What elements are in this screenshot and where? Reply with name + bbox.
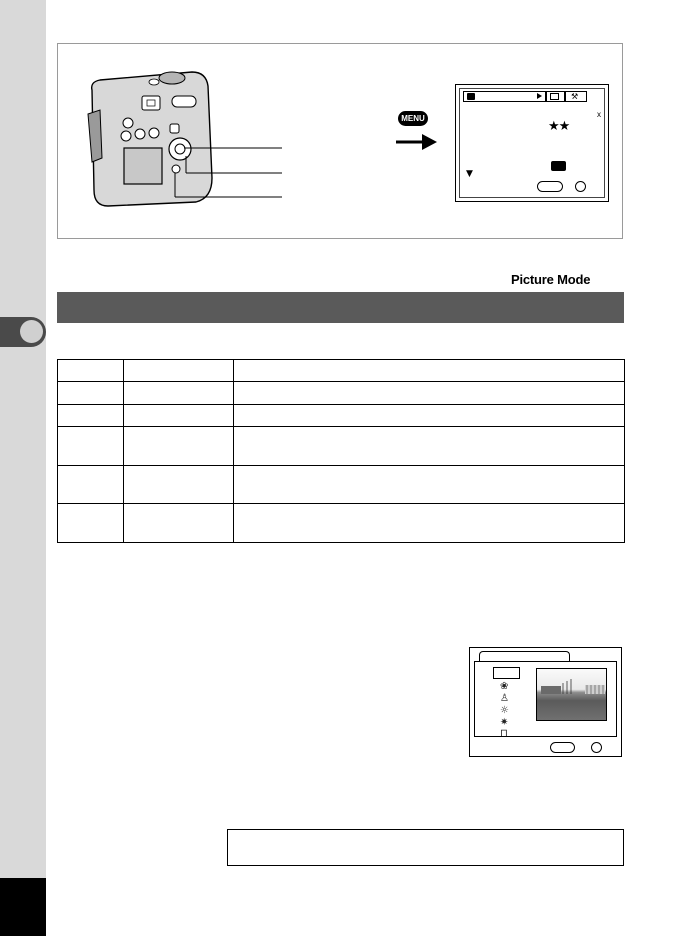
menu-button-graphic: MENU xyxy=(398,111,428,126)
sun-icon: ☼ xyxy=(500,705,509,716)
wrench-icon: ⚒ xyxy=(571,92,579,101)
table-cell xyxy=(124,360,234,382)
camera-icon xyxy=(467,93,475,100)
table-cell xyxy=(234,405,625,427)
table-cell xyxy=(234,382,625,405)
table-cell xyxy=(234,360,625,382)
table-cell xyxy=(58,405,124,427)
tab-arrow-icon xyxy=(537,93,542,99)
table-cell xyxy=(124,405,234,427)
ok-button-graphic-2 xyxy=(550,742,575,753)
table-cell xyxy=(234,466,625,504)
table-cell xyxy=(124,382,234,405)
table-row xyxy=(58,360,625,382)
table-cell xyxy=(124,427,234,466)
playback-icon xyxy=(550,93,559,100)
table-row xyxy=(58,466,625,504)
table-cell xyxy=(124,466,234,504)
preview-photo-scene xyxy=(537,669,607,721)
scroll-down-icon: ▼ xyxy=(466,169,473,179)
section-title-bar xyxy=(57,292,624,323)
table-cell xyxy=(58,504,124,543)
chapter-tab-circle xyxy=(20,320,43,343)
selected-mode-box xyxy=(493,667,520,679)
frame-icon: ⊓ xyxy=(500,728,508,739)
sparkle-icon: ✷ xyxy=(500,717,509,728)
table-cell xyxy=(58,360,124,382)
table-cell xyxy=(58,382,124,405)
table-cell xyxy=(234,427,625,466)
page-margin-strip xyxy=(0,0,46,936)
table-row xyxy=(58,405,625,427)
quality-stars: ★★ xyxy=(548,119,570,134)
table-row xyxy=(58,382,625,405)
metering-icon xyxy=(551,161,566,171)
table-cell xyxy=(124,504,234,543)
arrow-right-icon xyxy=(396,133,438,151)
note-box xyxy=(227,829,624,866)
flower-icon: ❀ xyxy=(500,681,509,692)
preview-photo xyxy=(536,668,607,721)
picture-mode-table xyxy=(57,359,625,543)
table-row xyxy=(58,427,625,466)
table-cell xyxy=(58,466,124,504)
table-row xyxy=(58,504,625,543)
menu-tab-record xyxy=(463,91,546,102)
camera-illustration xyxy=(80,66,295,212)
portrait-icon: ♙ xyxy=(500,693,509,704)
page-number-block xyxy=(0,878,46,936)
ok-button-graphic xyxy=(537,181,563,192)
menu-value-mark: x xyxy=(597,110,601,119)
menu-circle-button-graphic xyxy=(575,181,586,192)
circle-button-graphic-2 xyxy=(591,742,602,753)
picture-mode-label: Picture Mode xyxy=(511,272,591,287)
table-cell xyxy=(234,504,625,543)
table-cell xyxy=(58,427,124,466)
